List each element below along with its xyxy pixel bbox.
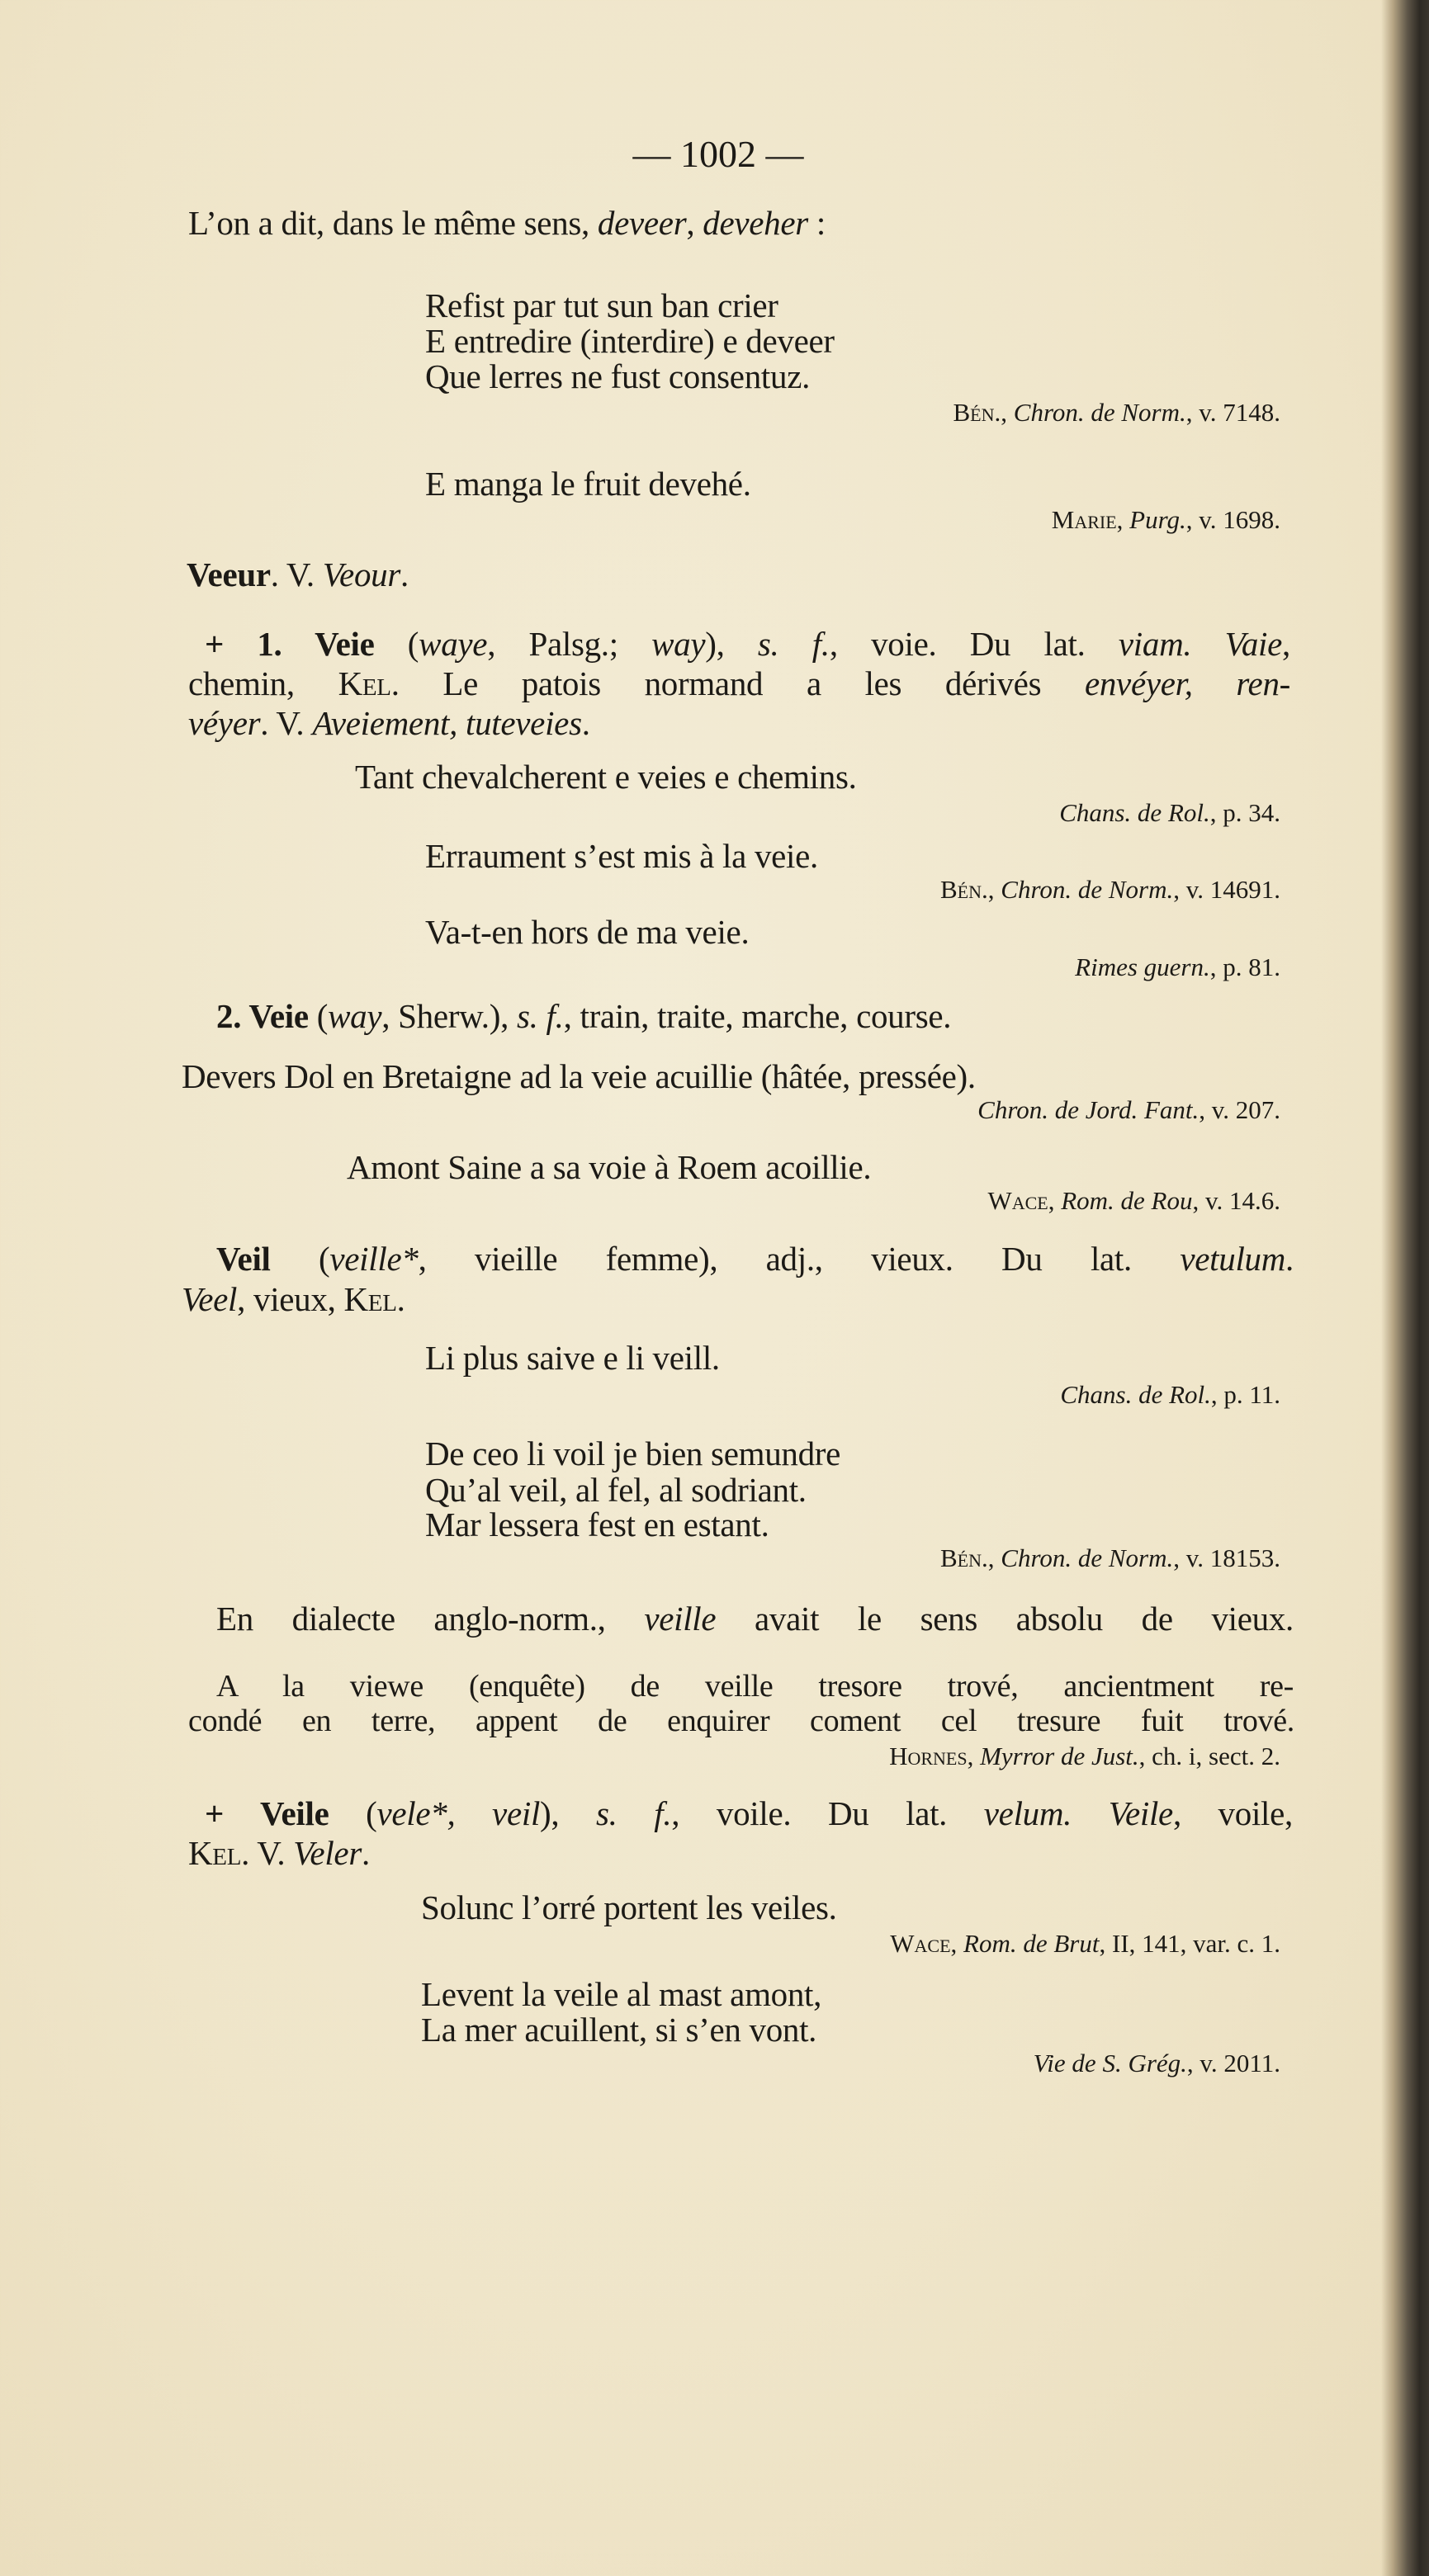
text-segment: Qu’al veil, al fel, al sodriant. xyxy=(425,1471,807,1509)
text-segment: , voile, xyxy=(1172,1794,1293,1832)
italic-text: s. f. xyxy=(596,1794,672,1832)
citation xyxy=(889,1740,1280,1773)
italic-text: Chans. de Rol. xyxy=(1059,798,1210,827)
text-segment: , v. 207. xyxy=(1199,1095,1280,1124)
headword: Veil xyxy=(216,1240,271,1278)
text-segment: . V. xyxy=(241,1834,294,1872)
author-name: Kel xyxy=(188,1834,242,1872)
entry-line xyxy=(216,996,951,1036)
text-segment: , xyxy=(1282,625,1290,663)
entry-line xyxy=(188,1833,370,1873)
text-segment: ( xyxy=(308,997,329,1035)
verse-line xyxy=(421,1888,837,1927)
text-segment: E manga le fruit devehé. xyxy=(425,465,751,503)
verse-line xyxy=(425,321,835,361)
text-segment: , p. 81. xyxy=(1209,952,1280,981)
italic-text: vetulum xyxy=(1180,1240,1286,1278)
text-segment: , Sherw.), xyxy=(381,997,517,1035)
entry-headword-line xyxy=(187,555,409,594)
text-segment: Amont Saine a sa voie à Roem acoillie. xyxy=(347,1148,872,1186)
citation xyxy=(890,1927,1280,1960)
text-segment: chemin, xyxy=(188,664,338,702)
citation xyxy=(977,1094,1280,1127)
text-segment: , xyxy=(1048,1186,1062,1215)
verse-line xyxy=(425,1434,840,1473)
text-segment: , xyxy=(1001,398,1014,427)
verse-line xyxy=(182,1056,976,1096)
prose-quote-line xyxy=(216,1666,1294,1706)
text-segment: : xyxy=(807,204,826,242)
author-name: Bén. xyxy=(940,1543,988,1572)
entry-line xyxy=(216,1239,1294,1279)
text-segment: Tant chevalcherent e veies e chemins. xyxy=(355,758,857,796)
text-segment: A la viewe (enquête) de veille tresore trové, ancientment re- xyxy=(216,1669,1294,1704)
citation xyxy=(1034,2047,1280,2080)
text-segment: , voie. Du lat. xyxy=(829,625,1119,663)
text-segment: . V. xyxy=(270,555,323,593)
citation xyxy=(1075,951,1280,984)
headword: Veeur xyxy=(187,555,271,593)
text-segment: Mar lessera fest en estant. xyxy=(425,1505,769,1543)
verse-line xyxy=(425,357,810,396)
verse-line xyxy=(425,286,778,325)
text-segment: La mer acuillent, si s’en vont. xyxy=(421,2011,817,2049)
text-segment: Levent la veile al mast amont, xyxy=(421,1975,822,2013)
text-segment: Va-t-en hors de ma veie. xyxy=(425,913,750,951)
citation xyxy=(940,1542,1280,1575)
entry-line xyxy=(182,1279,405,1319)
author-name: Marie xyxy=(1051,505,1117,534)
italic-text: envéyer, ren- xyxy=(1084,664,1290,702)
italic-text: veille* xyxy=(329,1240,419,1278)
verse-line xyxy=(425,1338,720,1378)
text-segment: . xyxy=(400,555,409,593)
author-name: Hornes xyxy=(889,1742,968,1770)
text-line xyxy=(188,203,826,243)
text-segment: , v. 7148. xyxy=(1185,398,1280,427)
verse-line xyxy=(425,836,818,876)
text-segment: Li plus saive e li veill. xyxy=(425,1339,720,1377)
text-segment: , train, traite, marche, course. xyxy=(563,997,952,1035)
entry-line xyxy=(205,624,1290,664)
text-segment: De ceo li voil je bien semundre xyxy=(425,1435,841,1472)
text-segment: . xyxy=(361,1834,370,1872)
text-segment: Devers Dol en Bretaigne ad la veie acuillie (hâtée, pressée). xyxy=(182,1057,976,1095)
text-segment: , II, 141, var. c. 1. xyxy=(1099,1929,1280,1958)
citation xyxy=(1052,503,1280,536)
italic-text: Rom. de Brut xyxy=(963,1929,1100,1958)
author-name: Wace xyxy=(890,1929,951,1958)
verse-line xyxy=(425,464,751,503)
verse-line xyxy=(425,1470,807,1510)
headword: + 1. Veie xyxy=(205,625,375,663)
italic-text: Chron. de Norm. xyxy=(1013,398,1186,427)
verse-line xyxy=(347,1147,871,1187)
italic-text: deveher xyxy=(703,204,808,242)
italic-text: veille xyxy=(644,1600,717,1638)
verse-line xyxy=(421,1974,821,2014)
text-segment: , voile. Du lat. xyxy=(671,1794,984,1832)
book-binding-edge xyxy=(1381,0,1429,2576)
author-name: Bén. xyxy=(940,875,988,904)
citation xyxy=(1059,796,1280,830)
text-segment: , v. 14.6. xyxy=(1192,1186,1280,1215)
text-segment: , xyxy=(1116,505,1130,534)
citation xyxy=(940,873,1280,906)
italic-text: Veel xyxy=(182,1280,238,1318)
italic-text: s. f. xyxy=(757,625,830,663)
italic-text: waye xyxy=(419,625,488,663)
verse-line xyxy=(425,1505,769,1544)
italic-text: way xyxy=(328,997,382,1035)
text-segment: , xyxy=(950,1929,964,1958)
italic-text: s. f. xyxy=(516,997,564,1035)
author-name: Bén. xyxy=(953,398,1001,427)
entry-line xyxy=(205,1794,1293,1833)
headword: + Veile xyxy=(205,1794,329,1832)
citation xyxy=(1060,1378,1280,1411)
italic-text: viam. Vaie xyxy=(1118,625,1283,663)
verse-line xyxy=(425,912,749,952)
text-segment: , xyxy=(686,204,703,242)
italic-text: Chans. de Rol. xyxy=(1060,1380,1211,1409)
text-segment: condé en terre, appent de enquirer coment cel tresure fuit trové. xyxy=(188,1704,1294,1738)
text-segment: , vieux, xyxy=(237,1280,344,1318)
text-segment: L’on a dit, dans le même sens, xyxy=(188,204,598,242)
italic-text: Rom. de Rou xyxy=(1061,1186,1193,1215)
text-segment: ), xyxy=(705,625,758,663)
text-segment: , p. 34. xyxy=(1209,798,1280,827)
text-segment: Que lerres ne fust consentuz. xyxy=(425,357,811,395)
italic-text: Veler xyxy=(293,1834,362,1872)
text-segment: , xyxy=(987,875,1001,904)
author-name: Wace xyxy=(987,1186,1048,1215)
text-segment: ( xyxy=(374,625,419,663)
italic-text: vele*, veil xyxy=(376,1794,541,1832)
verse-line xyxy=(421,2010,816,2049)
italic-text: velum. Veile xyxy=(983,1794,1173,1832)
verse-line xyxy=(355,757,857,796)
text-segment: , p. 11. xyxy=(1210,1380,1280,1409)
text-segment: Refist par tut sun ban crier xyxy=(425,286,778,324)
text-segment: E entredire (interdire) e deveer xyxy=(425,322,835,360)
text-segment: , Palsg.; xyxy=(487,625,652,663)
text-segment: , xyxy=(987,1543,1001,1572)
italic-text: deveer xyxy=(597,204,687,242)
italic-text: Chron. de Norm. xyxy=(1001,1543,1174,1572)
prose-quote-line xyxy=(188,1701,1294,1741)
citation xyxy=(953,396,1281,429)
italic-text: Chron. de Jord. Fant. xyxy=(977,1095,1200,1124)
author-name: Kel xyxy=(343,1280,397,1318)
text-segment: ( xyxy=(270,1240,330,1278)
text-segment: , vieille femme), adj., vieux. Du lat. xyxy=(418,1240,1181,1278)
italic-text: way xyxy=(651,625,706,663)
italic-text: véyer xyxy=(188,704,261,742)
text-segment: , v. 2011. xyxy=(1186,2049,1280,2077)
text-segment: Solunc l’orré portent les veiles. xyxy=(421,1888,837,1926)
text-segment: ), xyxy=(540,1794,596,1832)
page-number: — 1002 — xyxy=(632,133,804,175)
text-segment: ( xyxy=(329,1794,377,1832)
text-segment: . xyxy=(581,704,590,742)
text-segment: , v. 18153. xyxy=(1173,1543,1280,1572)
italic-text: Chron. de Norm. xyxy=(1001,875,1174,904)
text-segment: , v. 1698. xyxy=(1185,505,1280,534)
italic-text: Veour xyxy=(322,555,400,593)
citation xyxy=(987,1184,1280,1217)
text-segment: En dialecte anglo-norm., xyxy=(216,1600,645,1638)
headword: 2. Veie xyxy=(216,997,309,1035)
text-segment: . xyxy=(396,1280,405,1318)
text-segment: Erraument s’est mis à la veie. xyxy=(425,837,818,875)
text-segment: , ch. i, sect. 2. xyxy=(1138,1742,1280,1770)
text-segment: avait le sens absolu de vieux. xyxy=(716,1600,1294,1638)
text-segment: . xyxy=(1285,1240,1294,1278)
entry-line xyxy=(188,703,590,743)
author-name: Kel xyxy=(338,664,391,702)
text-segment: . V. xyxy=(260,704,313,742)
italic-text: Myrror de Just. xyxy=(980,1742,1139,1770)
entry-line xyxy=(188,664,1290,703)
italic-text: Aveiement, tuteveies xyxy=(312,704,582,742)
text-segment: , xyxy=(967,1742,981,1770)
text-segment: , v. 14691. xyxy=(1173,875,1280,904)
italic-text: Vie de S. Grég. xyxy=(1033,2049,1187,2077)
italic-text: Purg. xyxy=(1129,505,1186,534)
italic-text: Rimes guern. xyxy=(1075,952,1210,981)
text-segment: . Le patois normand a les dérivés xyxy=(390,664,1085,702)
text-line xyxy=(216,1599,1294,1638)
